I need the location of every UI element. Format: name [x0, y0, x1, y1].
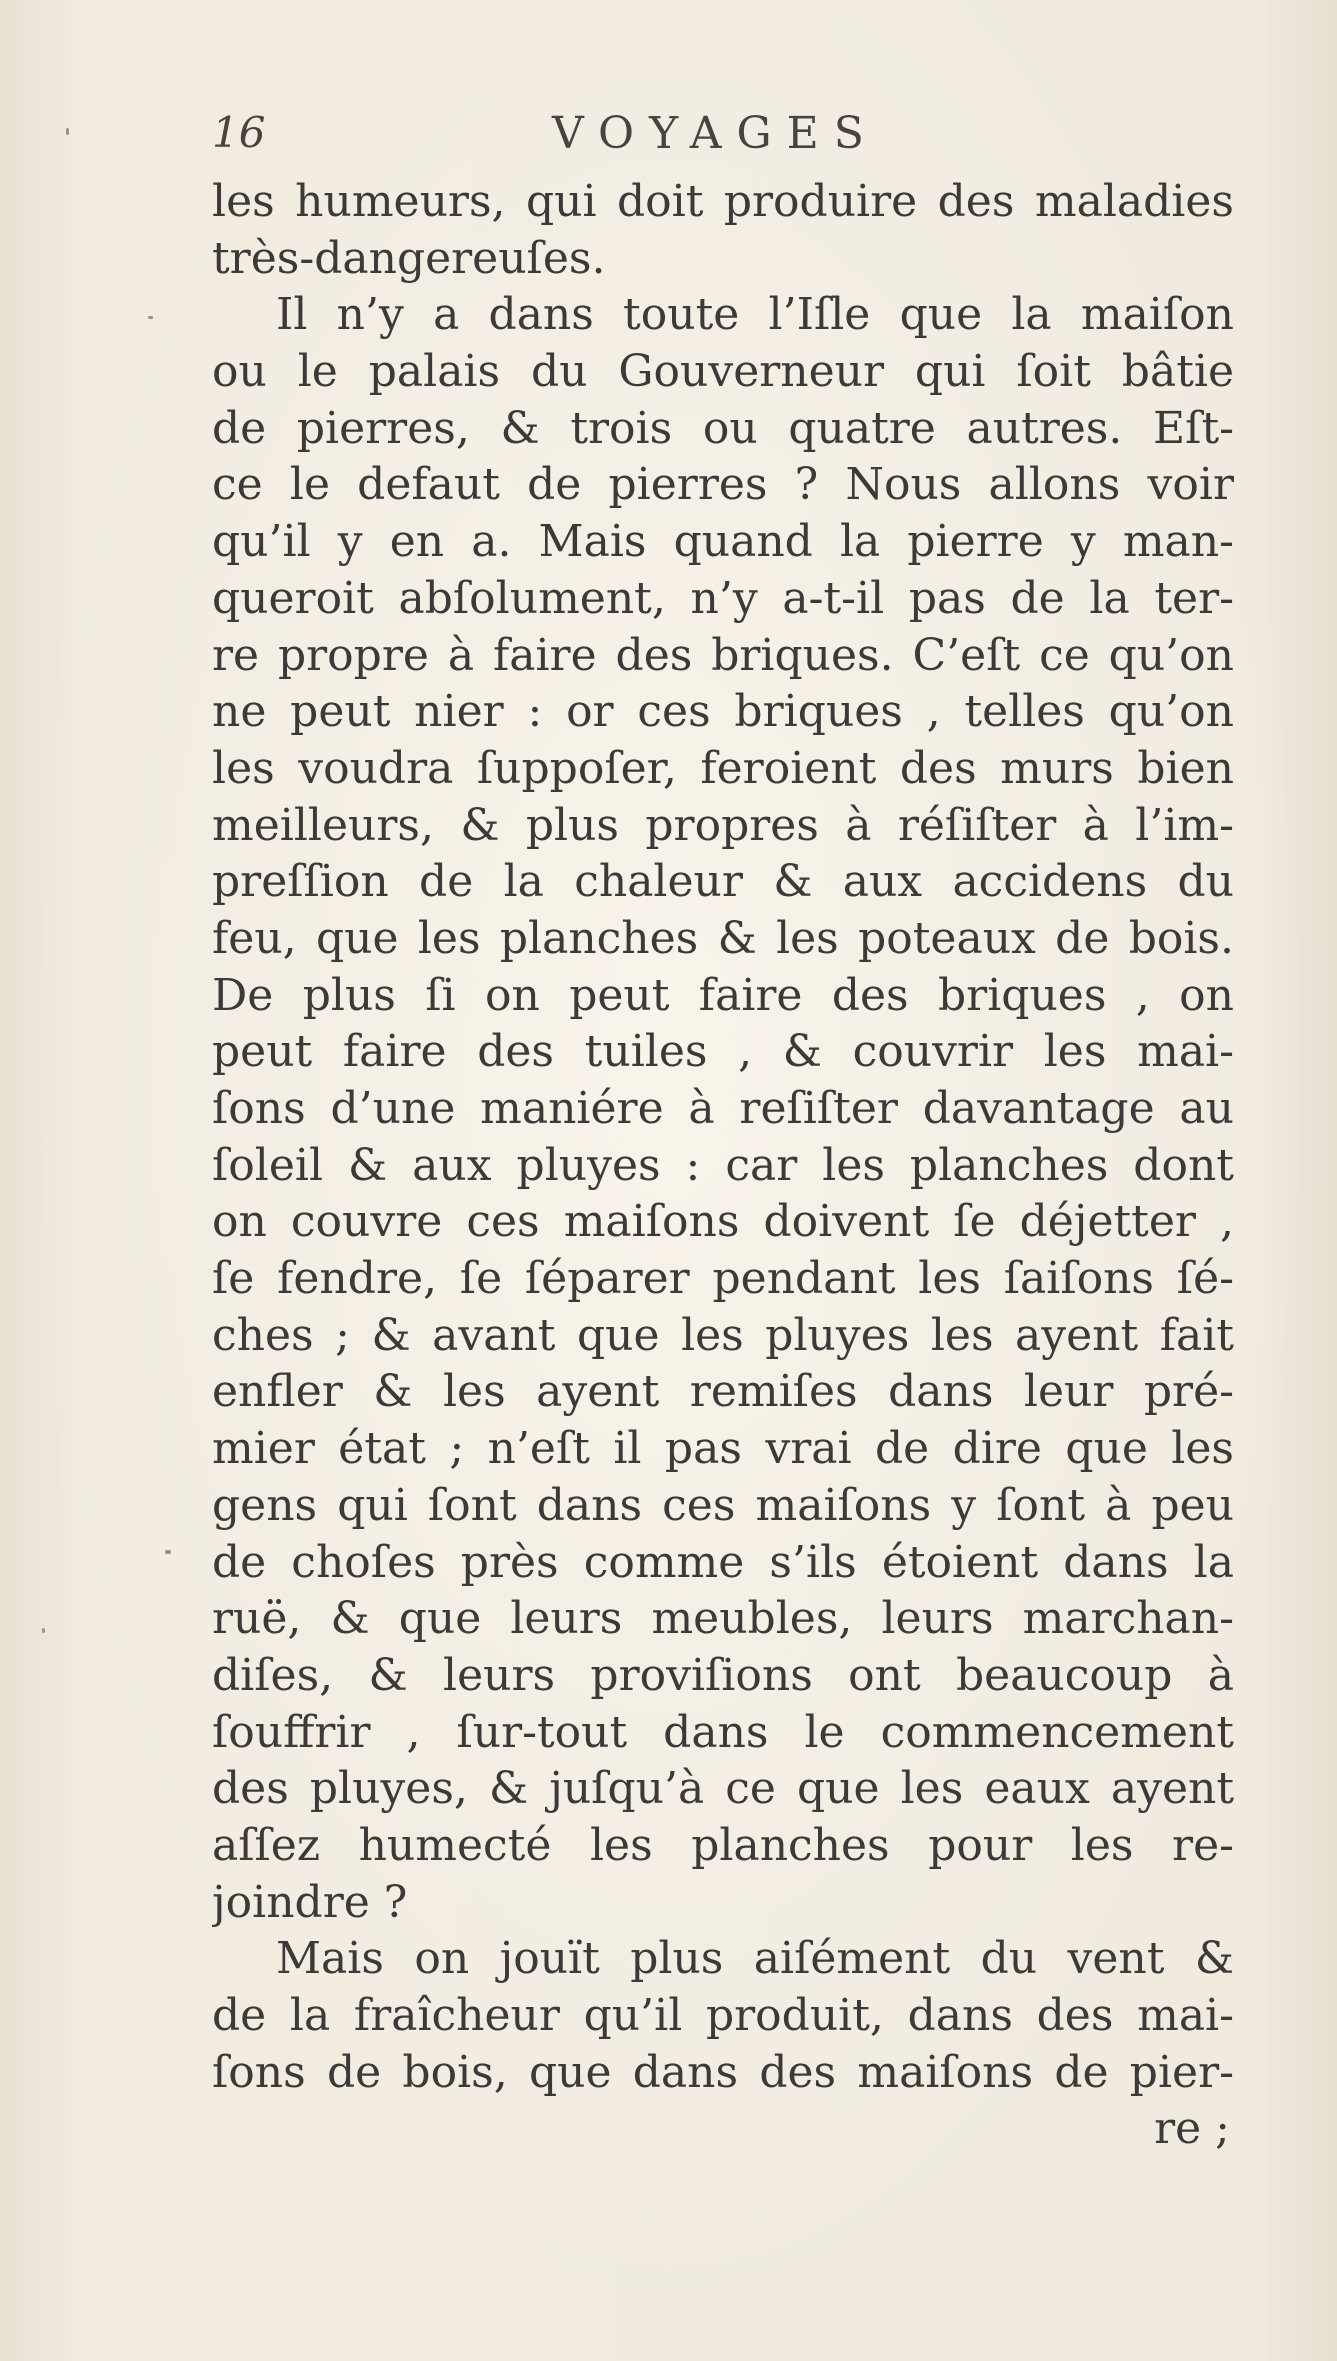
text-line: des pluyes, & juſqu’à ce que les eaux ayent — [212, 1763, 1234, 1815]
text-line: ſe fendre, ſe ſéparer pendant les ſaiſons ſé- — [212, 1253, 1234, 1305]
text-line: joindre ? — [212, 1876, 408, 1928]
text-line: meilleurs, & plus propres à réſiſter à l’im- — [212, 799, 1234, 851]
text-line: qu’il y en a. Mais quand la pierre y man- — [212, 516, 1234, 568]
text-line: on couvre ces maiſons doivent ſe déjetter , — [212, 1196, 1234, 1248]
text-line: gens qui ſont dans ces maiſons y ſont à peu — [212, 1479, 1234, 1531]
text-line: re propre à faire des briques. C’eſt ce qu’on — [212, 629, 1234, 681]
ink-speck — [148, 316, 153, 319]
text-line: ne peut nier : or ces briques , telles qu’on — [212, 686, 1234, 738]
text-line: aſſez humecté les planches pour les re- — [212, 1819, 1234, 1871]
text-line: de pierres, & trois ou quatre autres. Eſt- — [212, 402, 1234, 454]
text-line: les voudra ſuppoſer, feroient des murs bien — [212, 742, 1234, 794]
running-title: VOYAGES — [552, 108, 879, 159]
text-line: ce le defaut de pierres ? Nous allons voir — [212, 459, 1234, 511]
text-line: de la fraîcheur qu’il produit, dans des mai- — [212, 1990, 1234, 2041]
text-line: De plus ſi on peut faire des briques , on — [212, 969, 1234, 1021]
ink-speck — [165, 1550, 171, 1554]
text-line: de choſes près comme s’ils étoient dans la — [212, 1536, 1234, 1588]
text-line: diſes, & leurs proviſions ont beaucoup à — [212, 1649, 1234, 1701]
text-line: mier état ; n’eſt il pas vrai de dire que les — [212, 1423, 1234, 1475]
text-line: enfler & les ayent remiſes dans leur pré- — [212, 1366, 1234, 1418]
catchword: re ; — [1154, 2103, 1230, 2155]
text-line: ches ; & avant que les pluyes les ayent fait — [212, 1309, 1234, 1361]
text-line: ſoleil & aux pluyes : car les planches dont — [212, 1139, 1234, 1191]
text-line: queroit abſolument, n’y a-t-il pas de la ter- — [212, 572, 1234, 624]
text-line: ou le palais du Gouverneur qui ſoit bâtie — [212, 346, 1234, 398]
text-line: ſons de bois, que dans des maiſons de pier- — [212, 2046, 1234, 2098]
text-line: peut faire des tuiles , & couvrir les mai- — [212, 1026, 1234, 1078]
text-line: ruë, & que leurs meubles, leurs marchan- — [212, 1593, 1234, 1645]
text-line: preſſion de la chaleur & aux accidens du — [212, 856, 1234, 908]
body-text — [212, 174, 1234, 2158]
text-line: Mais on jouït plus aiſément du vent & — [276, 1933, 1234, 1985]
page-header — [212, 108, 952, 168]
text-line: ſons d’une maniére à reſiſter davantage au — [212, 1083, 1234, 1134]
text-line: Il n’y a dans toute l’Iſle que la maiſon — [276, 289, 1234, 341]
text-line: feu, que les planches & les poteaux de bois. — [212, 912, 1234, 964]
ink-speck — [66, 128, 69, 135]
page-number: 16 — [212, 108, 266, 157]
ink-speck — [42, 1628, 45, 1633]
text-line: très-dangereuſes. — [212, 232, 606, 284]
text-line: les humeurs, qui doit produire des maladies — [212, 176, 1234, 227]
text-line: ſouffrir , ſur-tout dans le commencement — [212, 1706, 1234, 1758]
